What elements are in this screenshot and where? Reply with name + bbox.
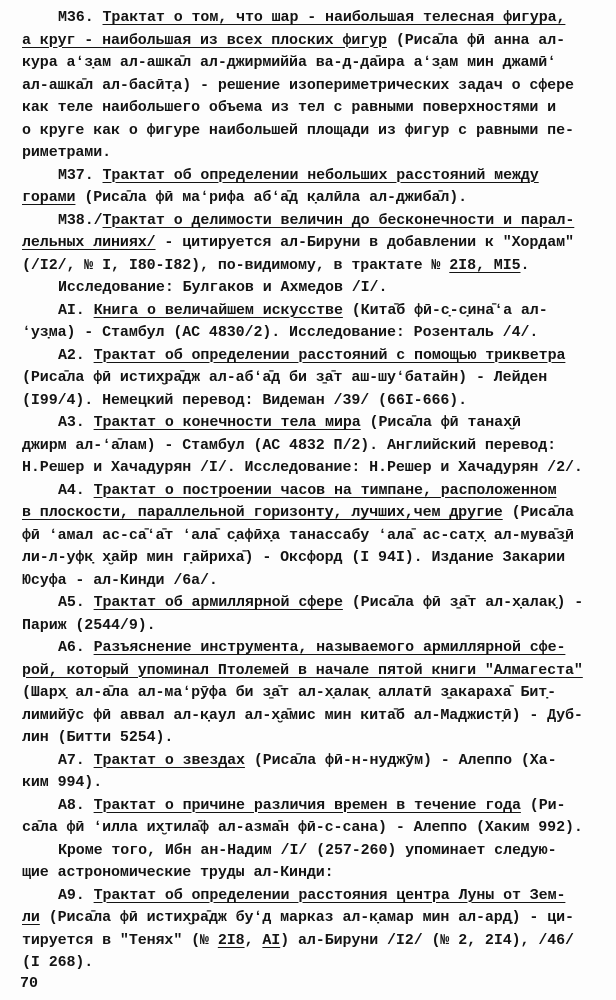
- text-segment: джирм ал-ʻа̄лам) - Стамбул (АС 4832 П/2). Английский перевод:: [22, 436, 557, 454]
- text-line: [22, 189, 467, 207]
- text-line: [22, 324, 538, 342]
- text-line: [58, 414, 521, 432]
- text-segment: Париж (2544/9).: [22, 616, 156, 634]
- text-line: [22, 932, 574, 950]
- underlined-title: Трактат о делимости величин до бесконечности и парал-: [102, 211, 575, 229]
- text-segment: Кроме того, Ибн ан-Надим /I/ (257-260) упоминает следую-: [58, 841, 557, 859]
- text-segment: (Риса̄ла фӣ истих̮ра̄дж ал-абʻа̄д би з̱а̄т аш-шуʻбатайн) - Лейден: [22, 369, 548, 386]
- text-segment: Исследование: Булгаков и Ахмедов /I/.: [58, 279, 388, 296]
- text-line: [58, 482, 557, 500]
- text-segment: щие астрономические труды ал-Кинди:: [22, 864, 334, 881]
- page-number: 70: [20, 975, 39, 992]
- text-line: [58, 639, 565, 657]
- text-segment: (Риса̄ла фӣ истих̮ра̄дж буʻд марказ ал-к̣амар мин ал-ард̣) - ци-: [39, 909, 574, 926]
- text-segment: (Кита̄б фӣ-с̣-с̣ина̄ʻа ал-: [342, 301, 548, 319]
- text-segment: (Риса̄ла фӣ маʻрифа абʻа̄д к̣алӣла ал-джиба̄л).: [75, 189, 468, 206]
- underlined-title: в плоскости, параллельной горизонту, лучших,чем другие: [22, 504, 503, 521]
- underlined-title: Трактат об определении расстояний с помощью трикветра: [93, 346, 566, 364]
- text-line: [58, 842, 556, 860]
- text-line: [22, 864, 334, 882]
- text-segment: ал-ашка̄л ал-басӣт̣а) - решение изопериметрических задач о сфере: [22, 76, 574, 94]
- underlined-title: Трактат о конечности тела мира: [93, 414, 361, 431]
- text-line: [22, 122, 574, 140]
- text-line: [22, 459, 583, 477]
- text-line: [58, 797, 565, 815]
- underlined-title: горами: [22, 189, 76, 206]
- text-segment: А7.: [58, 751, 94, 769]
- text-segment: ) ал-Бируни /I2/ (№ 2, 2I4), /46/: [280, 931, 574, 949]
- text-segment: Н.Решер и Хачадурян /I/. Исследование: Н.Решер и Хачадурян /2/.: [22, 459, 583, 476]
- text-line: [22, 32, 565, 50]
- underlined-title: Разъяснение инструмента, называемого армиллярной сфе-: [93, 639, 566, 656]
- underlined-title: Трактат о построении часов на тимпане, расположенном: [93, 481, 557, 499]
- text-segment: А5.: [58, 594, 94, 611]
- underlined-title: Книга о величайшем искусстве: [93, 301, 343, 319]
- text-line: [22, 369, 547, 387]
- text-line: [22, 392, 467, 410]
- underlined-title: АI: [262, 931, 281, 949]
- text-segment: (Риса̄ла фӣ-н-нуджӯм) - Алеппо (Ха-: [244, 751, 557, 769]
- text-line: [22, 99, 556, 117]
- text-line: [58, 347, 565, 365]
- text-segment: ли-л-уфк̣ х̮айр мин г̣айриха̄) - Оксфорд (I 94I). Издание Закарии: [22, 549, 565, 566]
- text-line: [22, 144, 111, 162]
- underlined-title: 2I8, МI5: [449, 256, 521, 274]
- text-segment: ʻуз̣ма) - Стамбул (АС 4830/2). Исследование: Розенталь /4/.: [22, 324, 539, 341]
- text-segment: М36.: [58, 9, 103, 26]
- text-line: [22, 54, 556, 72]
- text-line: [22, 684, 556, 702]
- underlined-title: Трактат о том, что шар - наибольшая телесная фигура,: [102, 9, 566, 26]
- text-line: [22, 504, 574, 522]
- text-line: [58, 279, 387, 297]
- text-segment: лимийӯс фӣ аввал ал-к̣аул ал-х̮а̄мис мин кита̄б ал-Маджист̣ӣ) - Дуб-: [22, 706, 583, 724]
- text-line: [22, 819, 583, 837]
- underlined-title: лельных линиях/: [22, 234, 156, 251]
- text-line: [58, 212, 574, 230]
- text-line: [22, 774, 102, 792]
- underlined-title: а круг - наибольшая из всех плоских фигур: [22, 31, 387, 49]
- text-line: [58, 887, 565, 905]
- text-segment: (Риса̄ла фӣ танах̮ӣ: [360, 414, 521, 431]
- text-line: [22, 234, 574, 252]
- underlined-title: Трактат об определении небольших расстояний между: [102, 166, 539, 184]
- text-line: [58, 302, 548, 320]
- text-segment: .: [520, 256, 530, 274]
- text-segment: кура аʻз̣ам ал-ашка̄л ал-джирмиййа ва-д-да̄ира аʻз̣ам мин джамӣʻ: [22, 54, 557, 71]
- text-segment: (Ри-: [520, 796, 566, 814]
- underlined-title: Трактат об армиллярной сфере: [93, 594, 343, 611]
- text-segment: как теле наибольшего объема из тел с равными поверхностями и: [22, 99, 557, 116]
- text-line: [58, 167, 539, 185]
- text-line: [58, 9, 565, 27]
- text-line: [22, 437, 556, 455]
- text-line: [22, 617, 156, 635]
- text-line: [22, 707, 583, 725]
- text-segment: А3.: [58, 414, 94, 431]
- text-segment: тируется в "Тенях" (№: [22, 931, 218, 949]
- underlined-title: ли: [22, 909, 40, 926]
- text-segment: (Риса̄ла фӣ з̱а̄т ал-х̣алак̣) -: [342, 594, 584, 611]
- text-segment: лин (Битти 5254).: [22, 729, 174, 746]
- text-segment: А4.: [58, 481, 94, 499]
- underlined-title: Трактат о звездах: [93, 751, 245, 769]
- text-segment: (Риса̄ла: [502, 504, 574, 521]
- text-segment: А8.: [58, 796, 94, 814]
- text-line: [22, 729, 173, 747]
- text-segment: (/I2/, № I, I80-I82), по-видимому, в трактате №: [22, 256, 450, 274]
- text-segment: (I 268).: [22, 954, 94, 971]
- text-segment: фӣ ʻамал ас-са̄ʻа̄т ʻала̄ с̣афӣх̣а танассабу ʻала̄ ас-сат̣х̣ ал-мува̄з̱ӣ: [22, 526, 574, 544]
- text-segment: ким 994).: [22, 774, 103, 791]
- text-line: [22, 572, 218, 590]
- text-segment: о круге как о фигуре наибольшей площади из фигур с равными пе-: [22, 121, 574, 139]
- text-segment: М37.: [58, 166, 103, 184]
- underlined-title: Трактат о причине различия времен в течение года: [93, 796, 521, 814]
- text-line: [22, 77, 574, 95]
- text-line: [22, 257, 529, 275]
- text-segment: А9.: [58, 886, 94, 904]
- text-line: [22, 954, 93, 972]
- text-line: [22, 662, 583, 680]
- underlined-title: 2I8: [217, 931, 245, 949]
- text-segment: (Шарх̣ ал-а̄ла ал-маʻрӯфа би з̱а̄т ал-х̣алак̣ аллатӣ з̱акараха̄ Бит̣-: [22, 684, 557, 701]
- text-segment: - цитируется ал-Бируни в добавлении к "Хордам": [155, 234, 574, 251]
- text-line: [58, 752, 557, 770]
- underlined-title: рой, который упоминал Птолемей в начале пятой книги "Алмагеста": [22, 661, 583, 679]
- text-segment: (I99/4). Немецкий перевод: Видеман /39/ (66I-666).: [22, 391, 468, 409]
- text-segment: М38./: [58, 211, 103, 229]
- text-line: [22, 527, 574, 545]
- text-segment: риметрами.: [22, 144, 112, 161]
- text-segment: са̄ла фӣ ʻилла их̮тила̄ф ал-азма̄н фӣ-с-сана) - Алеппо (Хаким 992).: [22, 819, 583, 836]
- text-line: [58, 594, 583, 612]
- text-segment: А6.: [58, 639, 94, 656]
- underlined-title: Трактат об определении расстояния центра Луны от Зем-: [93, 886, 566, 904]
- text-line: [22, 909, 574, 927]
- text-segment: Юсуфа - ал-Кинди /6а/.: [22, 571, 218, 589]
- text-segment: AI.: [58, 301, 94, 319]
- text-segment: (Риса̄ла фӣ анна ал-: [386, 31, 565, 49]
- text-segment: А2.: [58, 346, 94, 364]
- text-line: [22, 549, 565, 567]
- text-segment: ,: [244, 931, 263, 949]
